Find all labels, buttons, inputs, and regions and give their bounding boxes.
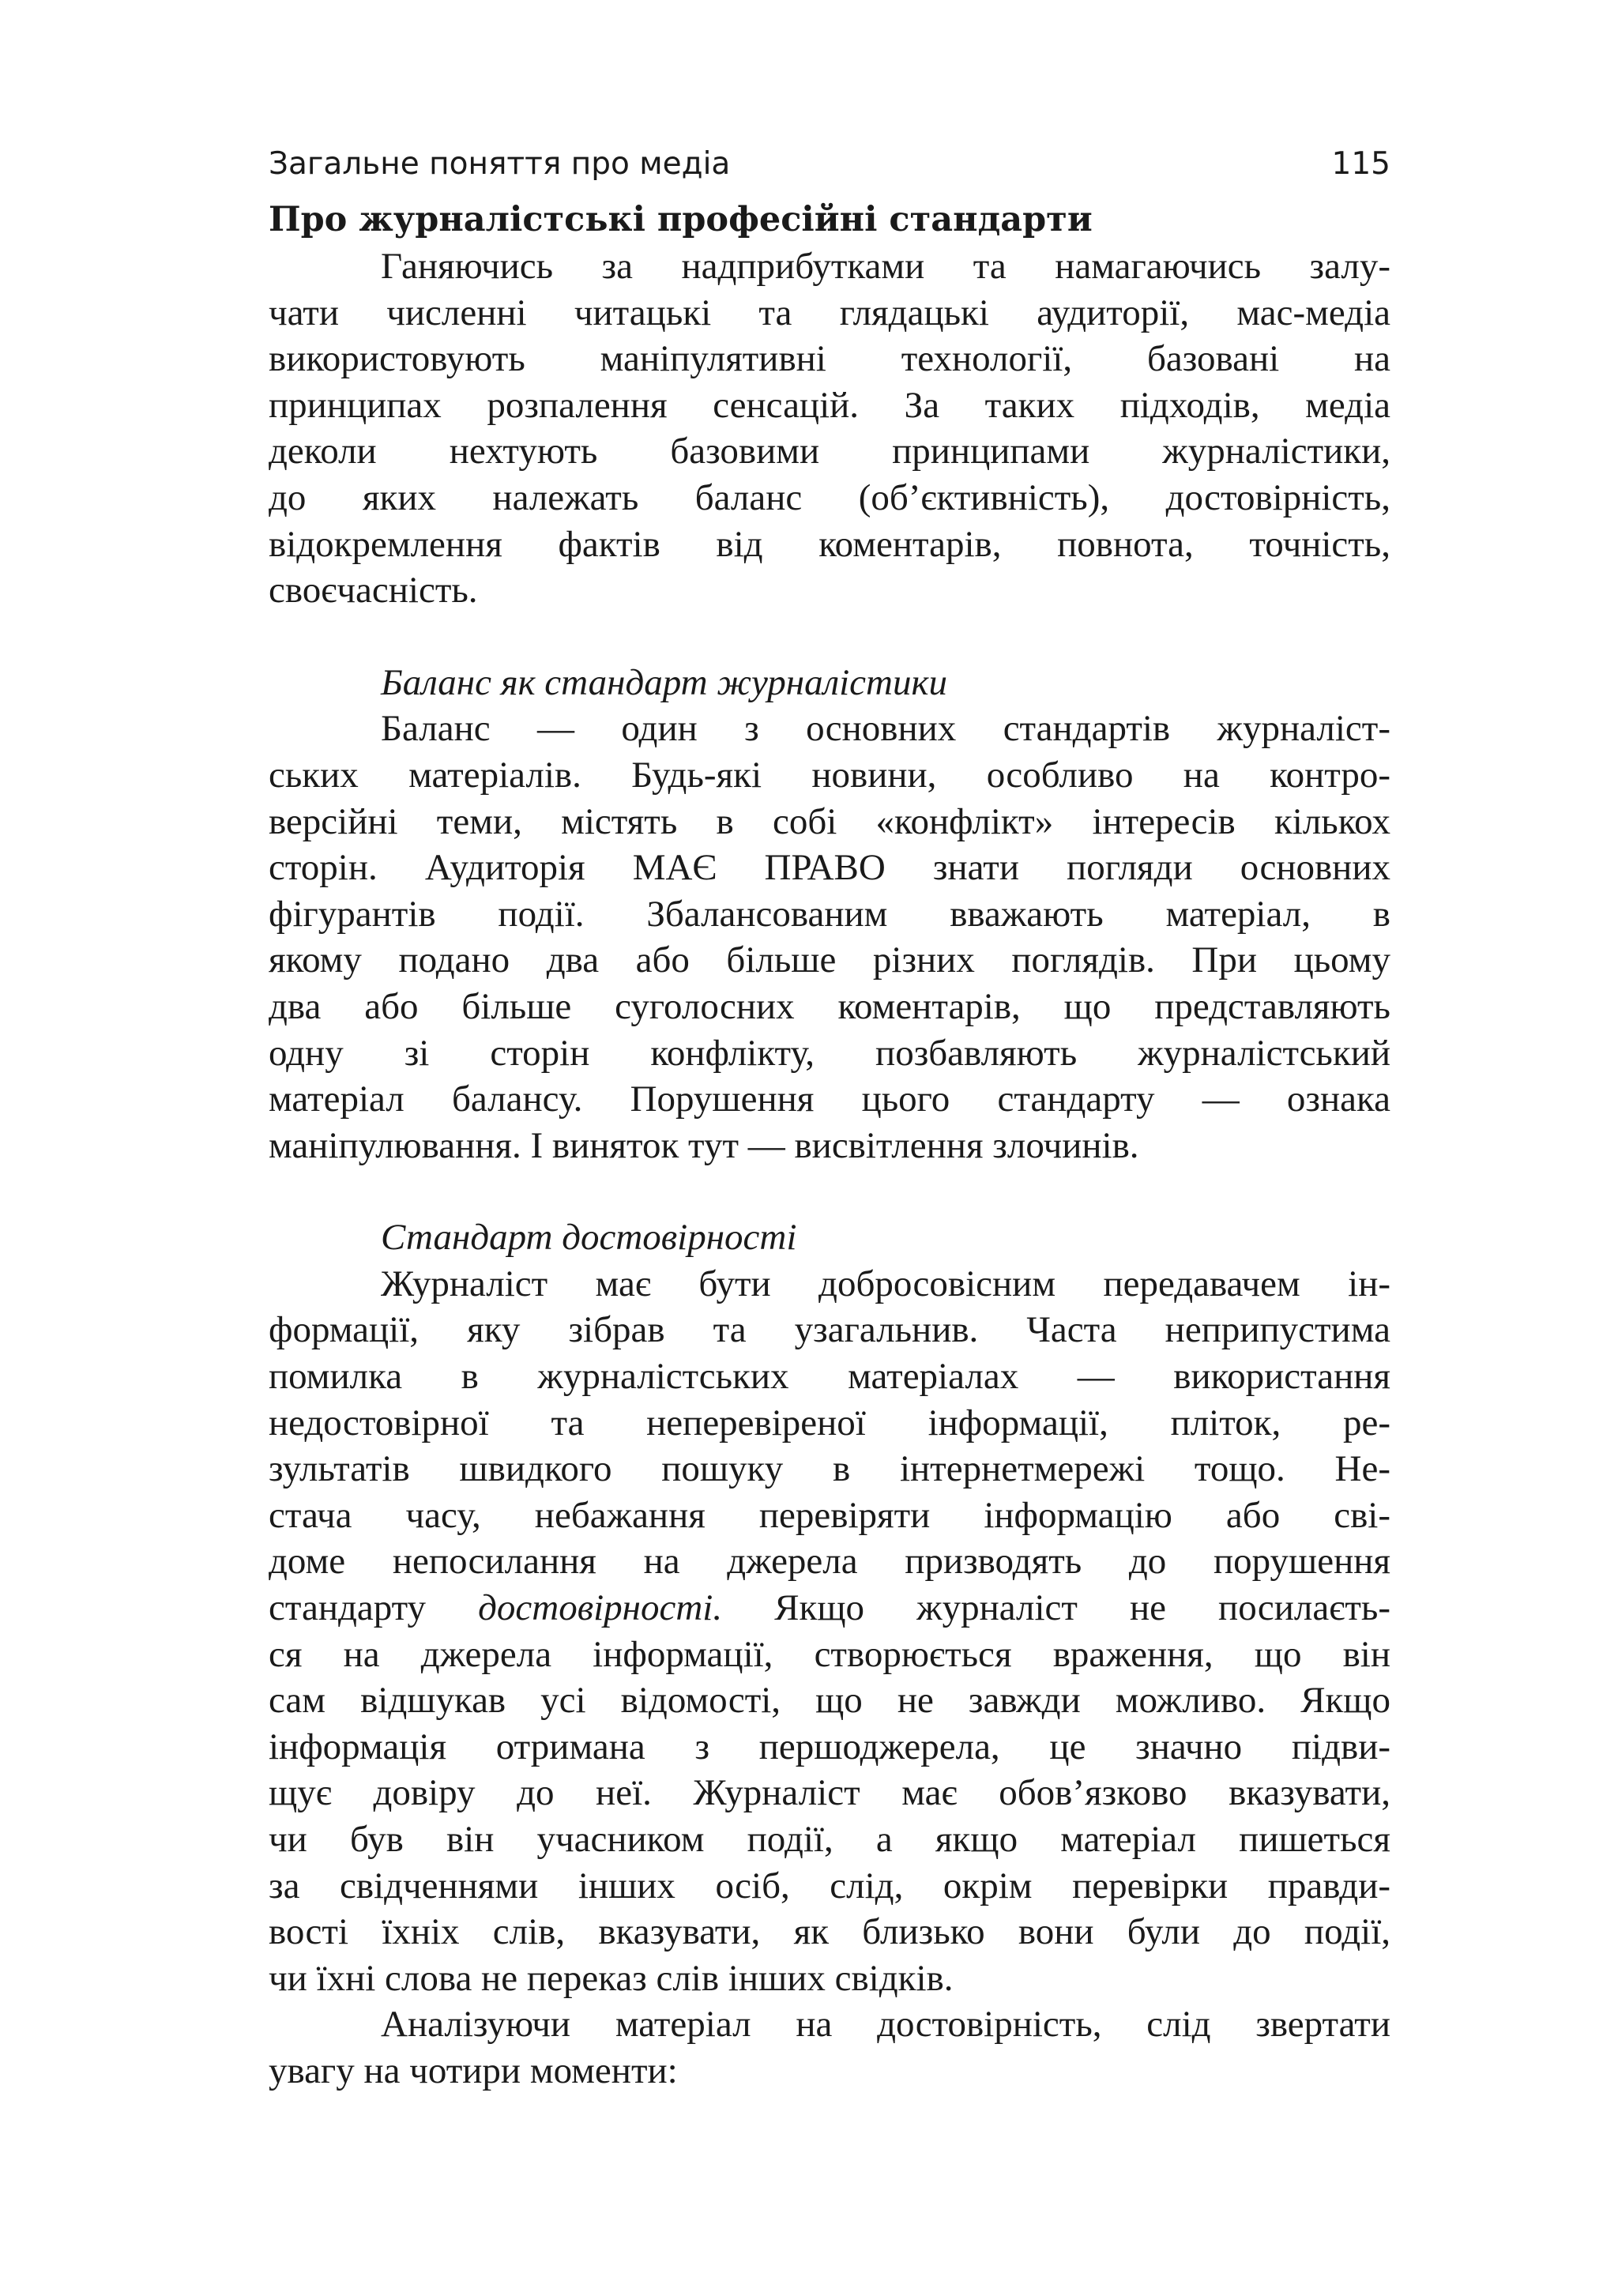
text-line: версійні теми, містять в собі «конфлікт» інтересів кількох (269, 800, 1390, 842)
text-line: до яких належать баланс (об’єктивність), достовірність, (269, 476, 1390, 518)
text-line: деколи нехтують базовими принципами журналістики, (269, 431, 1390, 472)
text-line: відокремлення фактів від коментарів, повнота, точність, (269, 523, 1390, 565)
running-header (269, 134, 1390, 194)
text-line: щує довіру до неї. Журналіст має обов’язково вказувати, (269, 1772, 1390, 1814)
text-line: сам відшукав усі відомості, що не завжди можливо. Якщо (269, 1680, 1390, 1722)
text-line: сторін. Аудиторія МАЄ ПРАВО знати погляди основних (269, 847, 1390, 889)
text-line: за свідченнями інших осіб, слід, окрім перевірки правди- (269, 1865, 1390, 1906)
text-line-with-emphasis (269, 1585, 1390, 1632)
subheading-reliability: Стандарт достовірності (381, 1217, 797, 1259)
emphasized-term: достовірності. (478, 1587, 723, 1629)
section-title: Про журналістські професійні стандарти (269, 200, 1093, 239)
text-line: принципах розпалення сенсацій. За таких підходів, медіа (269, 384, 1390, 426)
text-line: зультатів швидкого пошуку в інтернетмережі тощо. Не- (269, 1448, 1390, 1490)
paragraph-gap (269, 614, 1390, 660)
text-line: матеріал балансу. Порушення цього стандарту — ознака (269, 1078, 1390, 1120)
text-line: формації, яку зібрав та узагальнив. Часта неприпустима (269, 1309, 1390, 1351)
subheading-balance: Баланс як стандарт журналістики (381, 661, 947, 703)
text-line: помилка в журналістських матеріалах — використання (269, 1356, 1390, 1398)
text-line: ських матеріалів. Будь-які новини, особливо на контро- (269, 754, 1390, 796)
text-line: ся на джерела інформації, створюється враження, що він (269, 1633, 1390, 1675)
text-line: одну зі сторін конфлікту, позбавляють журналістський (269, 1032, 1390, 1074)
text-line: два або більше суголосних коментарів, що представляють (269, 985, 1390, 1027)
text-line: доме непосилання на джерела призводять до порушення (269, 1541, 1390, 1583)
intro-paragraph (269, 243, 1390, 614)
text-line: недостовірної та неперевіреної інформації, пліток, ре- (269, 1402, 1390, 1443)
text-line: маніпулювання. І виняток тут — висвітлення злочинів. (269, 1124, 1139, 1166)
text-line: фігурантів події. Збалансованим вважають матеріал, в (269, 893, 1390, 935)
paragraph-gap (269, 1169, 1390, 1214)
text-line: інформація отримана з першоджерела, це значно підви- (269, 1726, 1390, 1767)
text-line: чи їхні слова не переказ слів інших свідків. (269, 1957, 954, 1999)
text-line: чати численні читацькі та глядацькі аудиторії, мас-медіа (269, 292, 1390, 333)
text-line: увагу на чотири моменти: (269, 2049, 678, 2091)
text-line: Журналіст має бути добросовісним передавачем ін- (381, 1263, 1390, 1304)
text-line: вості їхніх слів, вказувати, як близько вони були до події, (269, 1911, 1390, 1953)
text-line: використовують маніпулятивні технології, базовані на (269, 338, 1390, 380)
text-line: якому подано два або більше різних поглядів. При цьому (269, 939, 1390, 981)
text-line: стача часу, небажання перевіряти інформацію або сві- (269, 1494, 1390, 1536)
text-line: Баланс — один з основних стандартів журналіст- (381, 708, 1390, 750)
text-line: Аналізуючи матеріал на достовірність, слід звертати (381, 2004, 1390, 2046)
running-title: Загальне поняття про медіа (269, 146, 731, 182)
text-line: чи був він учасником події, а якщо матеріал пишеться (269, 1819, 1390, 1860)
reliability-paragraph (269, 1261, 1390, 2095)
text-line: Ганяючись за надприбутками та намагаючись залу- (381, 246, 1390, 287)
text-fragment: стандарту (269, 1587, 479, 1629)
text-line: своєчасність. (269, 570, 478, 612)
balance-paragraph (269, 706, 1390, 1169)
book-page (269, 134, 1390, 2095)
text-fragment: Якщо журналіст не посилаєть- (722, 1587, 1390, 1629)
page-number: 115 (1331, 146, 1390, 182)
